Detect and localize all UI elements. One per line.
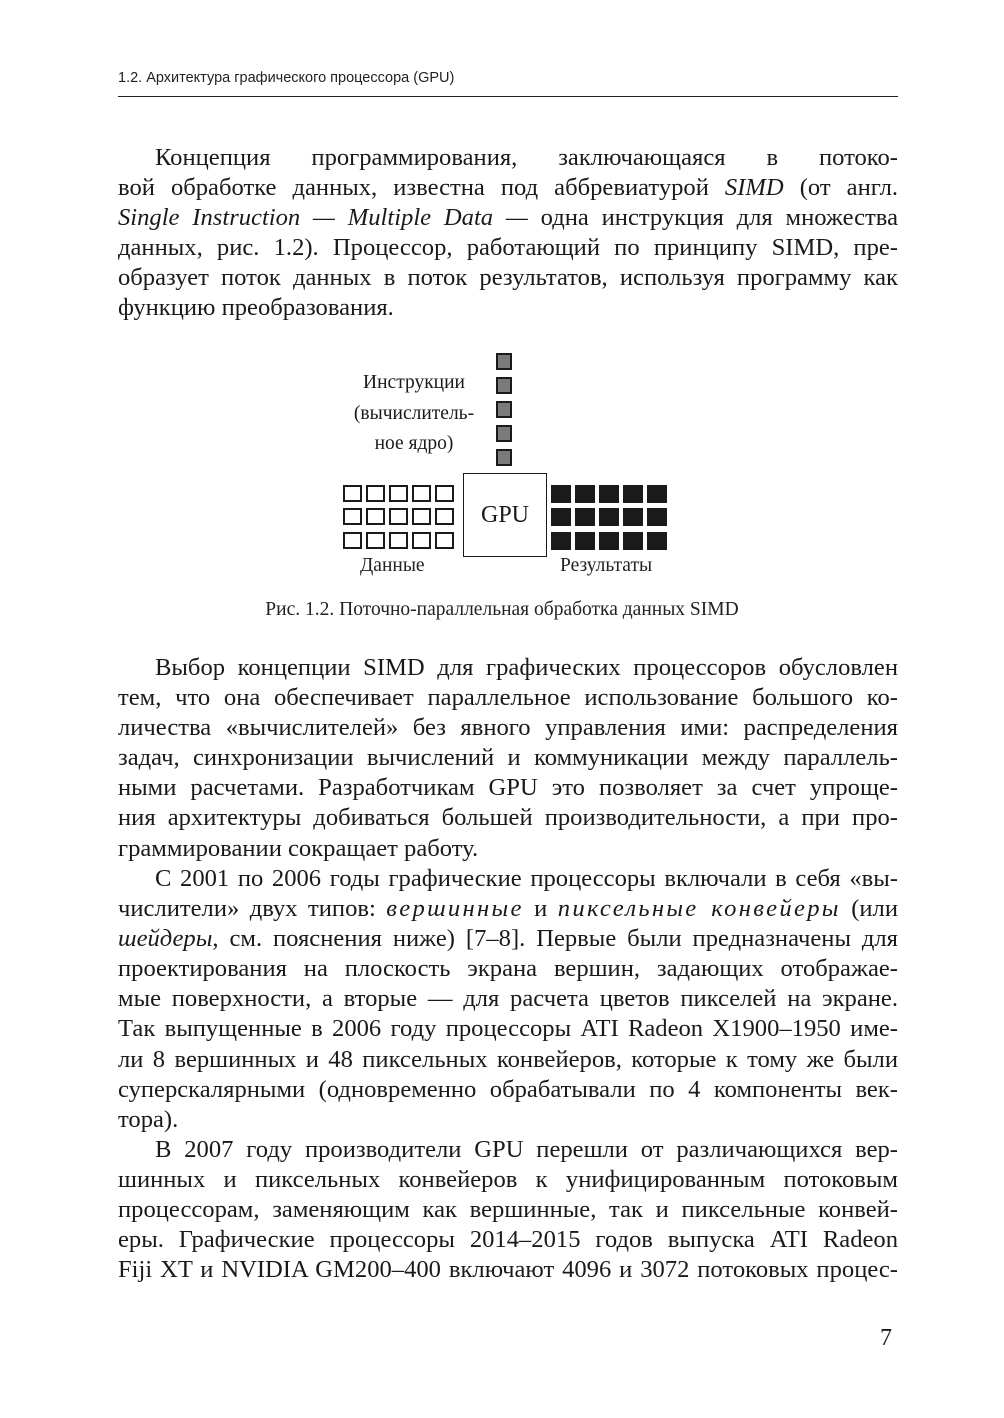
data-square — [366, 532, 385, 549]
text-line: ния архитектуры добиваться большей производительности, а при про- — [118, 804, 898, 832]
instruction-square — [496, 449, 512, 466]
result-square — [575, 508, 595, 526]
simd-expansion: Single Instruction — Multiple Data — — [118, 204, 528, 232]
instruction-square — [496, 353, 512, 370]
text-line: Концепция программирования, заключающаяся в потоко- — [155, 144, 898, 171]
gpu-box: GPU — [463, 473, 547, 557]
result-square — [551, 508, 571, 526]
paragraph-simd-choice — [118, 653, 898, 864]
data-square — [412, 485, 431, 502]
data-square — [343, 532, 362, 549]
result-square — [599, 485, 619, 503]
result-square — [599, 508, 619, 526]
paragraph-pipelines — [118, 864, 898, 1135]
data-square — [435, 532, 454, 549]
text-line: шейдеры, см. пояснения ниже) [7–8]. Первые были предназначены для — [118, 925, 898, 953]
text-line: ными расчетами. Разработчикам GPU это позволяет за счет упроще- — [118, 774, 898, 802]
data-square — [343, 485, 362, 502]
simd-term: SIMD — [724, 174, 784, 202]
data-label: Данные — [360, 555, 425, 576]
result-square — [623, 508, 643, 526]
text-line: процессорам, заменяющим как вершинные, так и пиксельные конвей- — [118, 1196, 898, 1224]
data-square — [366, 485, 385, 502]
text-line: С 2001 по 2006 годы графические процессоры включали в себя «вы- — [155, 865, 898, 892]
text-line: проектирования на плоскость экрана вершин, задающих отображае- — [118, 955, 898, 983]
instructions-label: Инструкции (вычислитель- ное ядро) — [353, 372, 475, 454]
result-square — [647, 532, 667, 550]
text-line: Single Instruction — Multiple Data — одна инструкция для множества — [118, 204, 898, 232]
data-square — [389, 508, 408, 525]
text-line: шинных и пиксельных конвейеров к унифицированным потоковым — [118, 1166, 898, 1194]
text-line: числители» двух типов: вершинные и пиксельные конвейеры (или — [118, 895, 898, 923]
text-line: личества «вычислителей» без явного управления ими: распределения — [118, 714, 898, 742]
text-line: функцию преобразования. — [118, 294, 394, 322]
result-square — [647, 485, 667, 503]
text-line: суперскалярными (одновременно обрабатывали по 4 компоненты век- — [118, 1075, 898, 1103]
figure-caption: Рис. 1.2. Поточно-параллельная обработка данных SIMD — [265, 599, 739, 620]
data-square — [389, 532, 408, 549]
header-rule — [118, 96, 898, 97]
instruction-square — [496, 377, 512, 394]
result-square — [599, 532, 619, 550]
text-line: вой обработке данных, известна под аббревиатурой SIMD (от англ. — [118, 174, 899, 202]
shaders-term: шейдеры — [118, 925, 213, 953]
text-line: мые поверхности, а вторые — для расчета цветов пикселей на экране. — [118, 985, 898, 1013]
paragraph-unified — [118, 1135, 898, 1285]
text-line: граммировании сокращает работу. — [118, 834, 479, 862]
result-square — [623, 485, 643, 503]
data-square — [412, 508, 431, 525]
data-square — [435, 485, 454, 502]
text-line: Выбор концепции SIMD для графических процессоров обусловлен — [155, 654, 898, 681]
data-square — [412, 532, 431, 549]
data-square — [435, 508, 454, 525]
results-label: Результаты — [560, 555, 653, 576]
text-line: тора). — [118, 1105, 179, 1133]
paragraph-simd-concept — [118, 143, 898, 324]
result-square — [575, 485, 595, 503]
running-header: 1.2. Архитектура графического процессора (GPU) — [118, 70, 455, 86]
pixel-pipelines-term: пиксельные конвейеры — [557, 895, 841, 923]
text-line: тем, что она обеспечивает параллельное использование большого ко- — [118, 684, 898, 712]
result-square — [623, 532, 643, 550]
text-line: Fiji XT и NVIDIA GM200–400 включают 4096 и 3072 потоковых процес- — [118, 1256, 898, 1284]
result-square — [551, 485, 571, 503]
vertex-term: вершинные — [386, 895, 524, 923]
result-square — [575, 532, 595, 550]
instruction-square — [496, 425, 512, 442]
text-line: В 2007 году производители GPU перешли от различающихся вер- — [155, 1136, 898, 1163]
result-square — [647, 508, 667, 526]
data-square — [389, 485, 408, 502]
text-line: образует поток данных в поток результатов, используя программу как — [118, 264, 898, 292]
text-line: Так выпущенные в 2006 году процессоры ATI Radeon X1900–1950 име- — [118, 1015, 898, 1043]
text-line: данных, рис. 1.2). Процессор, работающий по принципу SIMD, пре- — [118, 234, 898, 262]
text-line: ли 8 вершинных и 48 пиксельных конвейеров, которые к тому же были — [118, 1045, 898, 1073]
text-line: задач, синхронизации вычислений и коммуникации между параллель- — [118, 744, 898, 772]
instruction-square — [496, 401, 512, 418]
text-line: еры. Графические процессоры 2014–2015 годов выпуска ATI Radeon — [118, 1226, 898, 1254]
data-square — [343, 508, 362, 525]
result-square — [551, 532, 571, 550]
page-number: 7 — [880, 1325, 892, 1351]
data-square — [366, 508, 385, 525]
